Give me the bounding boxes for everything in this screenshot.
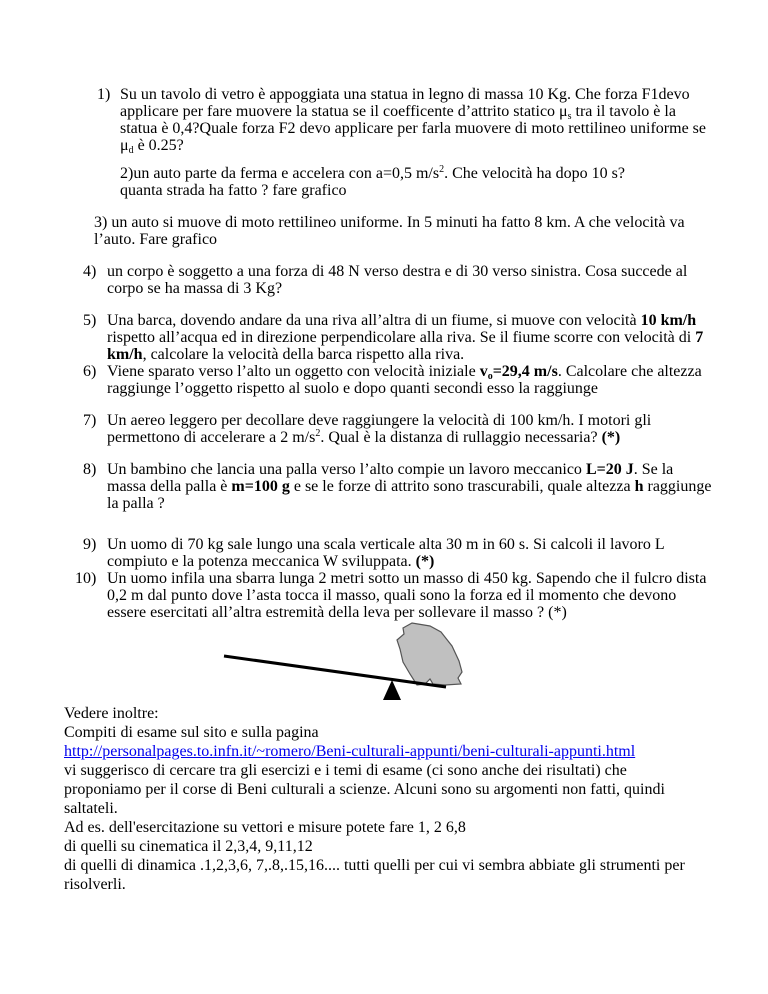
exercise-text-line: corpo se ha massa di 3 Kg? xyxy=(107,280,283,297)
exercise-text-line: Un aereo leggero per decollare deve raggiungere la velocità di 100 km/h. I motori gli xyxy=(107,412,652,429)
rock-mass xyxy=(397,623,462,685)
text-segment: è 0.25? xyxy=(133,137,184,154)
footer-text-line: di quelli su cinematica il 2,3,4, 9,11,12 xyxy=(64,838,313,855)
text-segment: μ xyxy=(120,137,129,154)
exercise-number: 7) xyxy=(83,412,97,429)
exercise-text-line: un corpo è soggetto a una forza di 48 N verso destra e di 30 verso sinistra. Cosa succede al xyxy=(107,263,688,280)
exercise-text-line xyxy=(107,429,620,446)
fulcrum-triangle xyxy=(383,680,401,700)
footer-text-line: proponiamo per il corse di Beni culturali a scienze. Alcuni sono su argomenti non fatti, quindi xyxy=(64,781,665,798)
text-segment: . Se la xyxy=(633,461,674,478)
footer-text-line: Compiti di esame sul sito e sulla pagina xyxy=(64,724,319,741)
exercise-text-line xyxy=(107,363,702,380)
text-segment: Un bambino che lancia una palla verso l’alto compie un lavoro meccanico xyxy=(107,461,586,478)
exercise-number: 6) xyxy=(83,363,97,380)
exercise-text-line xyxy=(107,346,464,363)
bold-value: h xyxy=(634,478,644,495)
exercise-text-line xyxy=(107,329,703,346)
text-segment: Viene sparato verso l’alto un oggetto con velocità iniziale xyxy=(107,363,480,380)
text-segment: =29,4 m/s xyxy=(492,363,558,380)
bold-value: km/h xyxy=(107,346,143,363)
text-segment: tra il tavolo è la xyxy=(571,103,676,120)
footer-text-line: saltateli. xyxy=(64,800,118,817)
footer-text-line: vi suggerisco di cercare tra gli esercizi e i temi di esame (ci sono anche dei risultati) che xyxy=(64,762,627,779)
text-segment: . Calcolare che altezza xyxy=(557,363,702,380)
text-segment: . Qual è la distanza di rullaggio necessaria? xyxy=(320,429,602,446)
text-segment: compiuto e la potenza meccanica W sviluppata. xyxy=(107,553,416,570)
superscript: 2 xyxy=(439,164,445,175)
bold-value: L=20 J xyxy=(585,461,634,478)
exercise-text-line: quanta strada ha fatto ? fare grafico xyxy=(120,182,347,199)
exercise-text-line: essere esercitati all’altra estremità della leva per sollevare il masso ? (*) xyxy=(107,604,567,621)
exercise-number: 10) xyxy=(75,570,97,587)
exercise-text-line: 3) un auto si muove di moto rettilineo uniforme. In 5 minuti ha fatto 8 km. A che velocità va xyxy=(94,214,685,231)
bold-value: 7 xyxy=(695,329,704,346)
subscript: s xyxy=(567,111,572,122)
bold-value: (*) xyxy=(601,429,621,446)
exercise-text-line: raggiunge l’oggetto rispetto al suolo e dopo quanti secondi esso la raggiunge xyxy=(107,380,598,397)
exercise-text-line: 0,2 m dal punto dove l’asta tocca il masso, quali sono la forza ed il momento che devono xyxy=(107,587,677,604)
text-segment: 2)un auto parte da ferma e accelera con a=0,5 m/s xyxy=(120,165,440,182)
text-segment: rispetto all’acqua ed in direzione perpendicolare alla riva. Se il fiume scorre con velocità di xyxy=(107,329,696,346)
text-segment: Una barca, dovendo andare da una riva all’altra di un fiume, si muove con velocità xyxy=(107,312,641,329)
footer-text-line: risolverli. xyxy=(64,876,126,893)
footer-text-line: Ad es. dell'esercitazione su vettori e misure potete fare 1, 2 6,8 xyxy=(64,819,466,836)
exercise-text-line xyxy=(107,461,673,478)
see-also-heading: Vedere inoltre: xyxy=(64,705,159,722)
text-segment: massa della palla è xyxy=(107,478,232,495)
exercise-number: 5) xyxy=(83,312,97,329)
exercise-number: 8) xyxy=(83,461,97,478)
exercise-text-line xyxy=(107,478,711,495)
superscript: 2 xyxy=(315,428,321,439)
exercise-text-line: statua è 0,4?Quale forza F2 devo applicare per farla muovere di moto rettilineo uniforme se xyxy=(120,120,706,137)
exercise-text-line: Un uomo di 70 kg sale lungo una scala verticale alta 30 m in 60 s. Si calcoli il lavoro L xyxy=(107,536,665,553)
footer-link-line xyxy=(64,743,635,760)
text-segment: permettono di accelerare a 2 m/s xyxy=(107,429,316,446)
text-segment: raggiunge xyxy=(643,478,712,495)
exercise-text-line xyxy=(107,553,434,570)
text-segment: . Che velocità ha dopo 10 s? xyxy=(444,165,625,182)
text-segment: applicare per fare muovere la statua se il coefficente d’attrito statico μ xyxy=(120,103,568,120)
bold-value: 10 km/h xyxy=(640,312,697,329)
exercise-text-line: Un uomo infila una sbarra lunga 2 metri sotto un masso di 450 kg. Sapendo che il fulcro dista xyxy=(107,570,707,587)
exercise-text-line xyxy=(120,103,676,120)
bold-value: (*) xyxy=(415,553,435,570)
exercise-number: 1) xyxy=(97,86,111,103)
exercise-text-line xyxy=(120,137,184,154)
exercise-text-line xyxy=(107,312,696,329)
text-segment: e se le forze di attrito sono trascurabili, quale altezza xyxy=(289,478,635,495)
exercise-text-line xyxy=(120,165,625,182)
exercise-text-line: Su un tavolo di vetro è appoggiata una statua in legno di massa 10 Kg. Che forza F1devo xyxy=(120,86,690,103)
bold-value: m=100 g xyxy=(231,478,290,495)
exercise-text-line: la palla ? xyxy=(107,495,165,512)
text-segment: , calcolare la velocità della barca rispetto alla riva. xyxy=(142,346,465,363)
exercise-number: 4) xyxy=(83,263,97,280)
footer-text-line: di quelli di dinamica .1,2,3,6, 7,.8,.15,16.... tutti quelli per cui vi sembra abbiate gli strumenti per xyxy=(64,857,685,874)
bold-value xyxy=(480,363,558,380)
subscript: o xyxy=(487,371,493,382)
exercise-text-line: l’auto. Fare grafico xyxy=(94,231,218,248)
text-segment: v xyxy=(479,363,488,380)
course-notes-link[interactable]: http://personalpages.to.infn.it/~romero/Beni-culturali-appunti/beni-culturali-appunti.html xyxy=(64,743,636,760)
exercise-number: 9) xyxy=(83,536,97,553)
subscript: d xyxy=(128,145,134,156)
lever-bar xyxy=(224,656,446,687)
